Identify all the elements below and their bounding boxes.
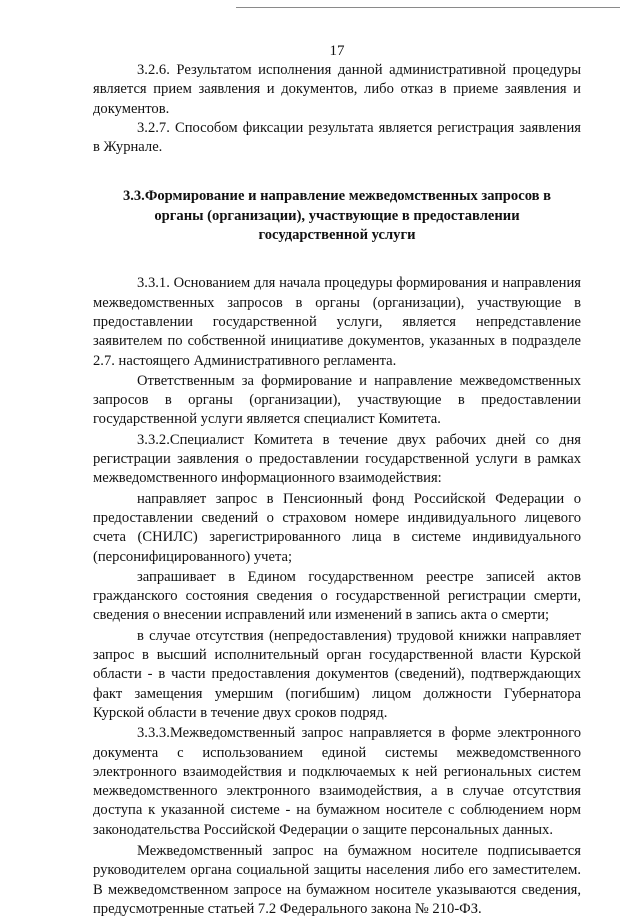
paragraph-3-2-7: 3.2.7. Способом фиксации результата является регистрация заявления в Журнале. [93, 119, 581, 156]
page-number: 17 [329, 43, 345, 59]
paragraph-3-3-2: 3.3.2.Специалист Комитета в течение двух рабочих дней со дня регистрации заявления о предоставлении государственной услуги в рамках межведомственного информационного взаимодействия: [93, 431, 581, 487]
paragraph-civil-registry-request: запрашивает в Едином государственном реестре записей актов гражданского состояния сведения о государственной регистрации смерти, сведения о внесении исправлений или изменений в запись акта о смерти; [93, 568, 581, 624]
section-heading-3-3: 3.3.Формирование и направление межведомственных запросов в органы (организации), участвующие в предоставлении государственной услуги [122, 188, 552, 244]
paragraph-governor-request: в случае отсутствия (непредоставления) трудовой книжки направляет запрос в высший исполнительный орган государственной власти Курской области - в части предоставления документов (сведений), подтверждающих факт замещения умершим (погибшим) лицом должности Губернатора Курской области в течение двух сроков подряд. [93, 627, 581, 721]
paragraph-3-3-3: 3.3.3.Межведомственный запрос направляется в форме электронного документа с использованием единой системы межведомственного электронного взаимодействия и подключаемых к ней региональных систем межведомственного электронного взаимодействия, а в случае отсутствия доступа к указанной системе - на бумажном носителе с соблюдением норм законодательства Российской Федерации о защите персональных данных. [93, 725, 581, 838]
paragraph-3-2-6: 3.2.6. Результатом исполнения данной административной процедуры является прием заявления и документов, либо отказ в приеме заявления и документов. [93, 62, 581, 117]
paragraph-paper-request: Межведомственный запрос на бумажном носителе подписывается руководителем органа социальной защиты населения либо его заместителем. В межведомственном запросе на бумажном носителе указываются сведения, предусмотренные статьей 7.2 Федерального закона № 210-ФЗ. [93, 842, 581, 917]
top-scan-rule [236, 7, 620, 8]
paragraph-3-3-1: 3.3.1. Основанием для начала процедуры формирования и направления межведомственных запросов в органы (организации), участвующие в предоставлении государственной услуги, является непредставление заявителем по собственной инициативе документов, указанных в подразделе 2.7. настоящего Административного регламента. [93, 275, 581, 369]
document-body [93, 61, 581, 919]
paragraph-responsible: Ответственным за формирование и направление межведомственных запросов в органы (организации), участвующие в предоставлении государственной услуги является специалист Комитета. [93, 372, 581, 428]
paragraph-pension-fund-request: направляет запрос в Пенсионный фонд Российской Федерации о предоставлении сведений о страховом номере индивидуального лицевого счета (СНИЛС) зарегистрированного лица в системе индивидуального (персонифицированного) учета; [93, 490, 581, 565]
